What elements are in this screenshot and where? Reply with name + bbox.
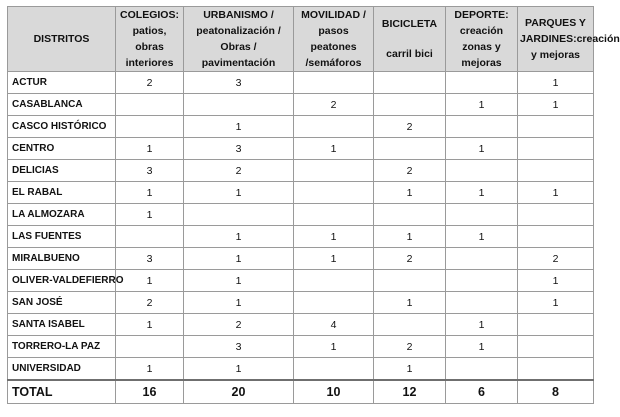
table-row bbox=[8, 292, 594, 314]
table-cell: 1 bbox=[184, 226, 294, 248]
total-cell: 20 bbox=[184, 380, 294, 404]
table-cell bbox=[294, 292, 374, 314]
table-cell: 1 bbox=[184, 358, 294, 381]
table-row bbox=[8, 314, 594, 336]
table-cell bbox=[446, 292, 518, 314]
table-cell bbox=[116, 94, 184, 116]
header-parques bbox=[518, 7, 620, 72]
table-cell bbox=[116, 116, 184, 138]
district-name: TORRERO-LA PAZ bbox=[8, 336, 116, 358]
total-label: TOTAL bbox=[8, 380, 116, 404]
table-cell bbox=[374, 94, 446, 116]
table-row bbox=[8, 336, 594, 358]
table-cell bbox=[446, 248, 518, 270]
table-cell bbox=[446, 72, 518, 94]
table-body bbox=[8, 72, 594, 381]
table-cell: 3 bbox=[184, 72, 294, 94]
table-cell bbox=[184, 94, 294, 116]
table-cell: 1 bbox=[518, 72, 594, 94]
table-cell: 1 bbox=[446, 94, 518, 116]
district-name: EL RABAL bbox=[8, 182, 116, 204]
district-name: LAS FUENTES bbox=[8, 226, 116, 248]
table-cell: 1 bbox=[446, 226, 518, 248]
table-cell: 1 bbox=[446, 314, 518, 336]
table-cell bbox=[518, 336, 594, 358]
table-cell: 1 bbox=[184, 270, 294, 292]
table-row bbox=[8, 138, 594, 160]
table-cell: 2 bbox=[374, 336, 446, 358]
header-deporte bbox=[446, 7, 518, 72]
table-cell bbox=[374, 72, 446, 94]
table-cell: 1 bbox=[374, 292, 446, 314]
table-cell bbox=[294, 270, 374, 292]
table-cell bbox=[116, 336, 184, 358]
table-cell: 1 bbox=[184, 182, 294, 204]
table-cell: 1 bbox=[446, 138, 518, 160]
header-distritos bbox=[8, 7, 116, 72]
table-cell: 1 bbox=[374, 226, 446, 248]
header-bicicleta bbox=[374, 7, 446, 72]
table-cell bbox=[116, 226, 184, 248]
table-cell: 1 bbox=[116, 358, 184, 381]
table-cell bbox=[518, 138, 594, 160]
header-subtitle: creación zonas y mejoras bbox=[459, 25, 504, 69]
table-row bbox=[8, 116, 594, 138]
district-name: LA ALMOZARA bbox=[8, 204, 116, 226]
table-row bbox=[8, 204, 594, 226]
table-row bbox=[8, 182, 594, 204]
table-cell: 1 bbox=[446, 182, 518, 204]
table-cell: 1 bbox=[294, 226, 374, 248]
table-cell bbox=[294, 204, 374, 226]
district-name: MIRALBUENO bbox=[8, 248, 116, 270]
table-cell: 1 bbox=[184, 116, 294, 138]
table-cell bbox=[518, 358, 594, 381]
header-title: BICICLETA bbox=[381, 18, 438, 30]
header-title: URBANISMO / bbox=[203, 9, 274, 21]
table-cell: 3 bbox=[116, 248, 184, 270]
header-row bbox=[8, 7, 594, 72]
total-cell: 8 bbox=[518, 380, 594, 404]
header-title: MOVILIDAD / pasos peatones /semáforos bbox=[301, 9, 366, 69]
table-cell bbox=[518, 204, 594, 226]
table-cell: 1 bbox=[184, 292, 294, 314]
total-row bbox=[8, 380, 594, 404]
table-cell: 2 bbox=[116, 292, 184, 314]
header-movilidad bbox=[294, 7, 374, 72]
header-subtitle: peatonalización / Obras / pavimentación bbox=[196, 25, 281, 69]
table-cell bbox=[518, 116, 594, 138]
district-name: ACTUR bbox=[8, 72, 116, 94]
table-cell: 1 bbox=[116, 182, 184, 204]
table-cell: 2 bbox=[374, 116, 446, 138]
total-cell: 10 bbox=[294, 380, 374, 404]
table-cell bbox=[184, 204, 294, 226]
table-cell: 2 bbox=[518, 248, 594, 270]
total-cell: 12 bbox=[374, 380, 446, 404]
table-cell bbox=[294, 72, 374, 94]
table-cell bbox=[294, 116, 374, 138]
table-row bbox=[8, 358, 594, 381]
table-cell bbox=[374, 204, 446, 226]
table-row bbox=[8, 160, 594, 182]
table-cell: 1 bbox=[374, 358, 446, 381]
table-cell: 1 bbox=[116, 314, 184, 336]
table-cell: 3 bbox=[184, 138, 294, 160]
district-name: DELICIAS bbox=[8, 160, 116, 182]
header-title: DISTRITOS bbox=[33, 33, 90, 45]
table-cell: 1 bbox=[184, 248, 294, 270]
districts-table bbox=[7, 6, 620, 404]
table-cell bbox=[374, 314, 446, 336]
table-cell: 1 bbox=[518, 270, 594, 292]
table-row bbox=[8, 248, 594, 270]
table-cell bbox=[446, 270, 518, 292]
table-cell bbox=[446, 358, 518, 381]
table-cell: 1 bbox=[116, 138, 184, 160]
district-name: CASABLANCA bbox=[8, 94, 116, 116]
table-cell: 3 bbox=[116, 160, 184, 182]
district-name: SAN JOSÉ bbox=[8, 292, 116, 314]
table-row bbox=[8, 94, 594, 116]
table-cell bbox=[518, 226, 594, 248]
district-name: CASCO HISTÓRICO bbox=[8, 116, 116, 138]
table-cell bbox=[446, 116, 518, 138]
table-cell: 2 bbox=[184, 314, 294, 336]
table-cell bbox=[374, 270, 446, 292]
table-cell bbox=[294, 358, 374, 381]
table-row bbox=[8, 270, 594, 292]
table-cell bbox=[446, 160, 518, 182]
table-row bbox=[8, 226, 594, 248]
table-cell: 1 bbox=[294, 336, 374, 358]
total-cell: 16 bbox=[116, 380, 184, 404]
table-cell: 2 bbox=[374, 160, 446, 182]
table-row bbox=[8, 72, 594, 94]
table-cell: 1 bbox=[374, 182, 446, 204]
table-cell: 4 bbox=[294, 314, 374, 336]
table-cell: 2 bbox=[184, 160, 294, 182]
header-title: COLEGIOS: bbox=[120, 9, 179, 21]
district-name: OLIVER-VALDEFIERRO bbox=[8, 270, 116, 292]
table-cell: 1 bbox=[116, 204, 184, 226]
total-cell: 6 bbox=[446, 380, 518, 404]
district-name: UNIVERSIDAD bbox=[8, 358, 116, 381]
table-cell: 2 bbox=[374, 248, 446, 270]
table-cell: 1 bbox=[446, 336, 518, 358]
table-cell: 1 bbox=[518, 182, 594, 204]
header-urbanismo bbox=[184, 7, 294, 72]
table-cell bbox=[518, 160, 594, 182]
table-cell bbox=[518, 314, 594, 336]
header-subtitle: carril bici bbox=[386, 48, 433, 60]
table-cell bbox=[446, 204, 518, 226]
table-cell: 1 bbox=[518, 94, 594, 116]
table-cell bbox=[294, 182, 374, 204]
table-cell: 1 bbox=[294, 248, 374, 270]
table-cell bbox=[294, 160, 374, 182]
table-cell bbox=[374, 138, 446, 160]
table-cell: 1 bbox=[116, 270, 184, 292]
district-name: CENTRO bbox=[8, 138, 116, 160]
table-cell: 1 bbox=[518, 292, 594, 314]
table-cell: 2 bbox=[294, 94, 374, 116]
district-name: SANTA ISABEL bbox=[8, 314, 116, 336]
table-cell: 3 bbox=[184, 336, 294, 358]
header-title: DEPORTE: bbox=[454, 9, 509, 21]
header-colegios bbox=[116, 7, 184, 72]
header-subtitle: patios, obras interiores bbox=[125, 25, 174, 69]
header-title: PARQUES Y JARDINES:creación y mejoras bbox=[520, 17, 620, 61]
table-cell: 1 bbox=[294, 138, 374, 160]
table-cell: 2 bbox=[116, 72, 184, 94]
